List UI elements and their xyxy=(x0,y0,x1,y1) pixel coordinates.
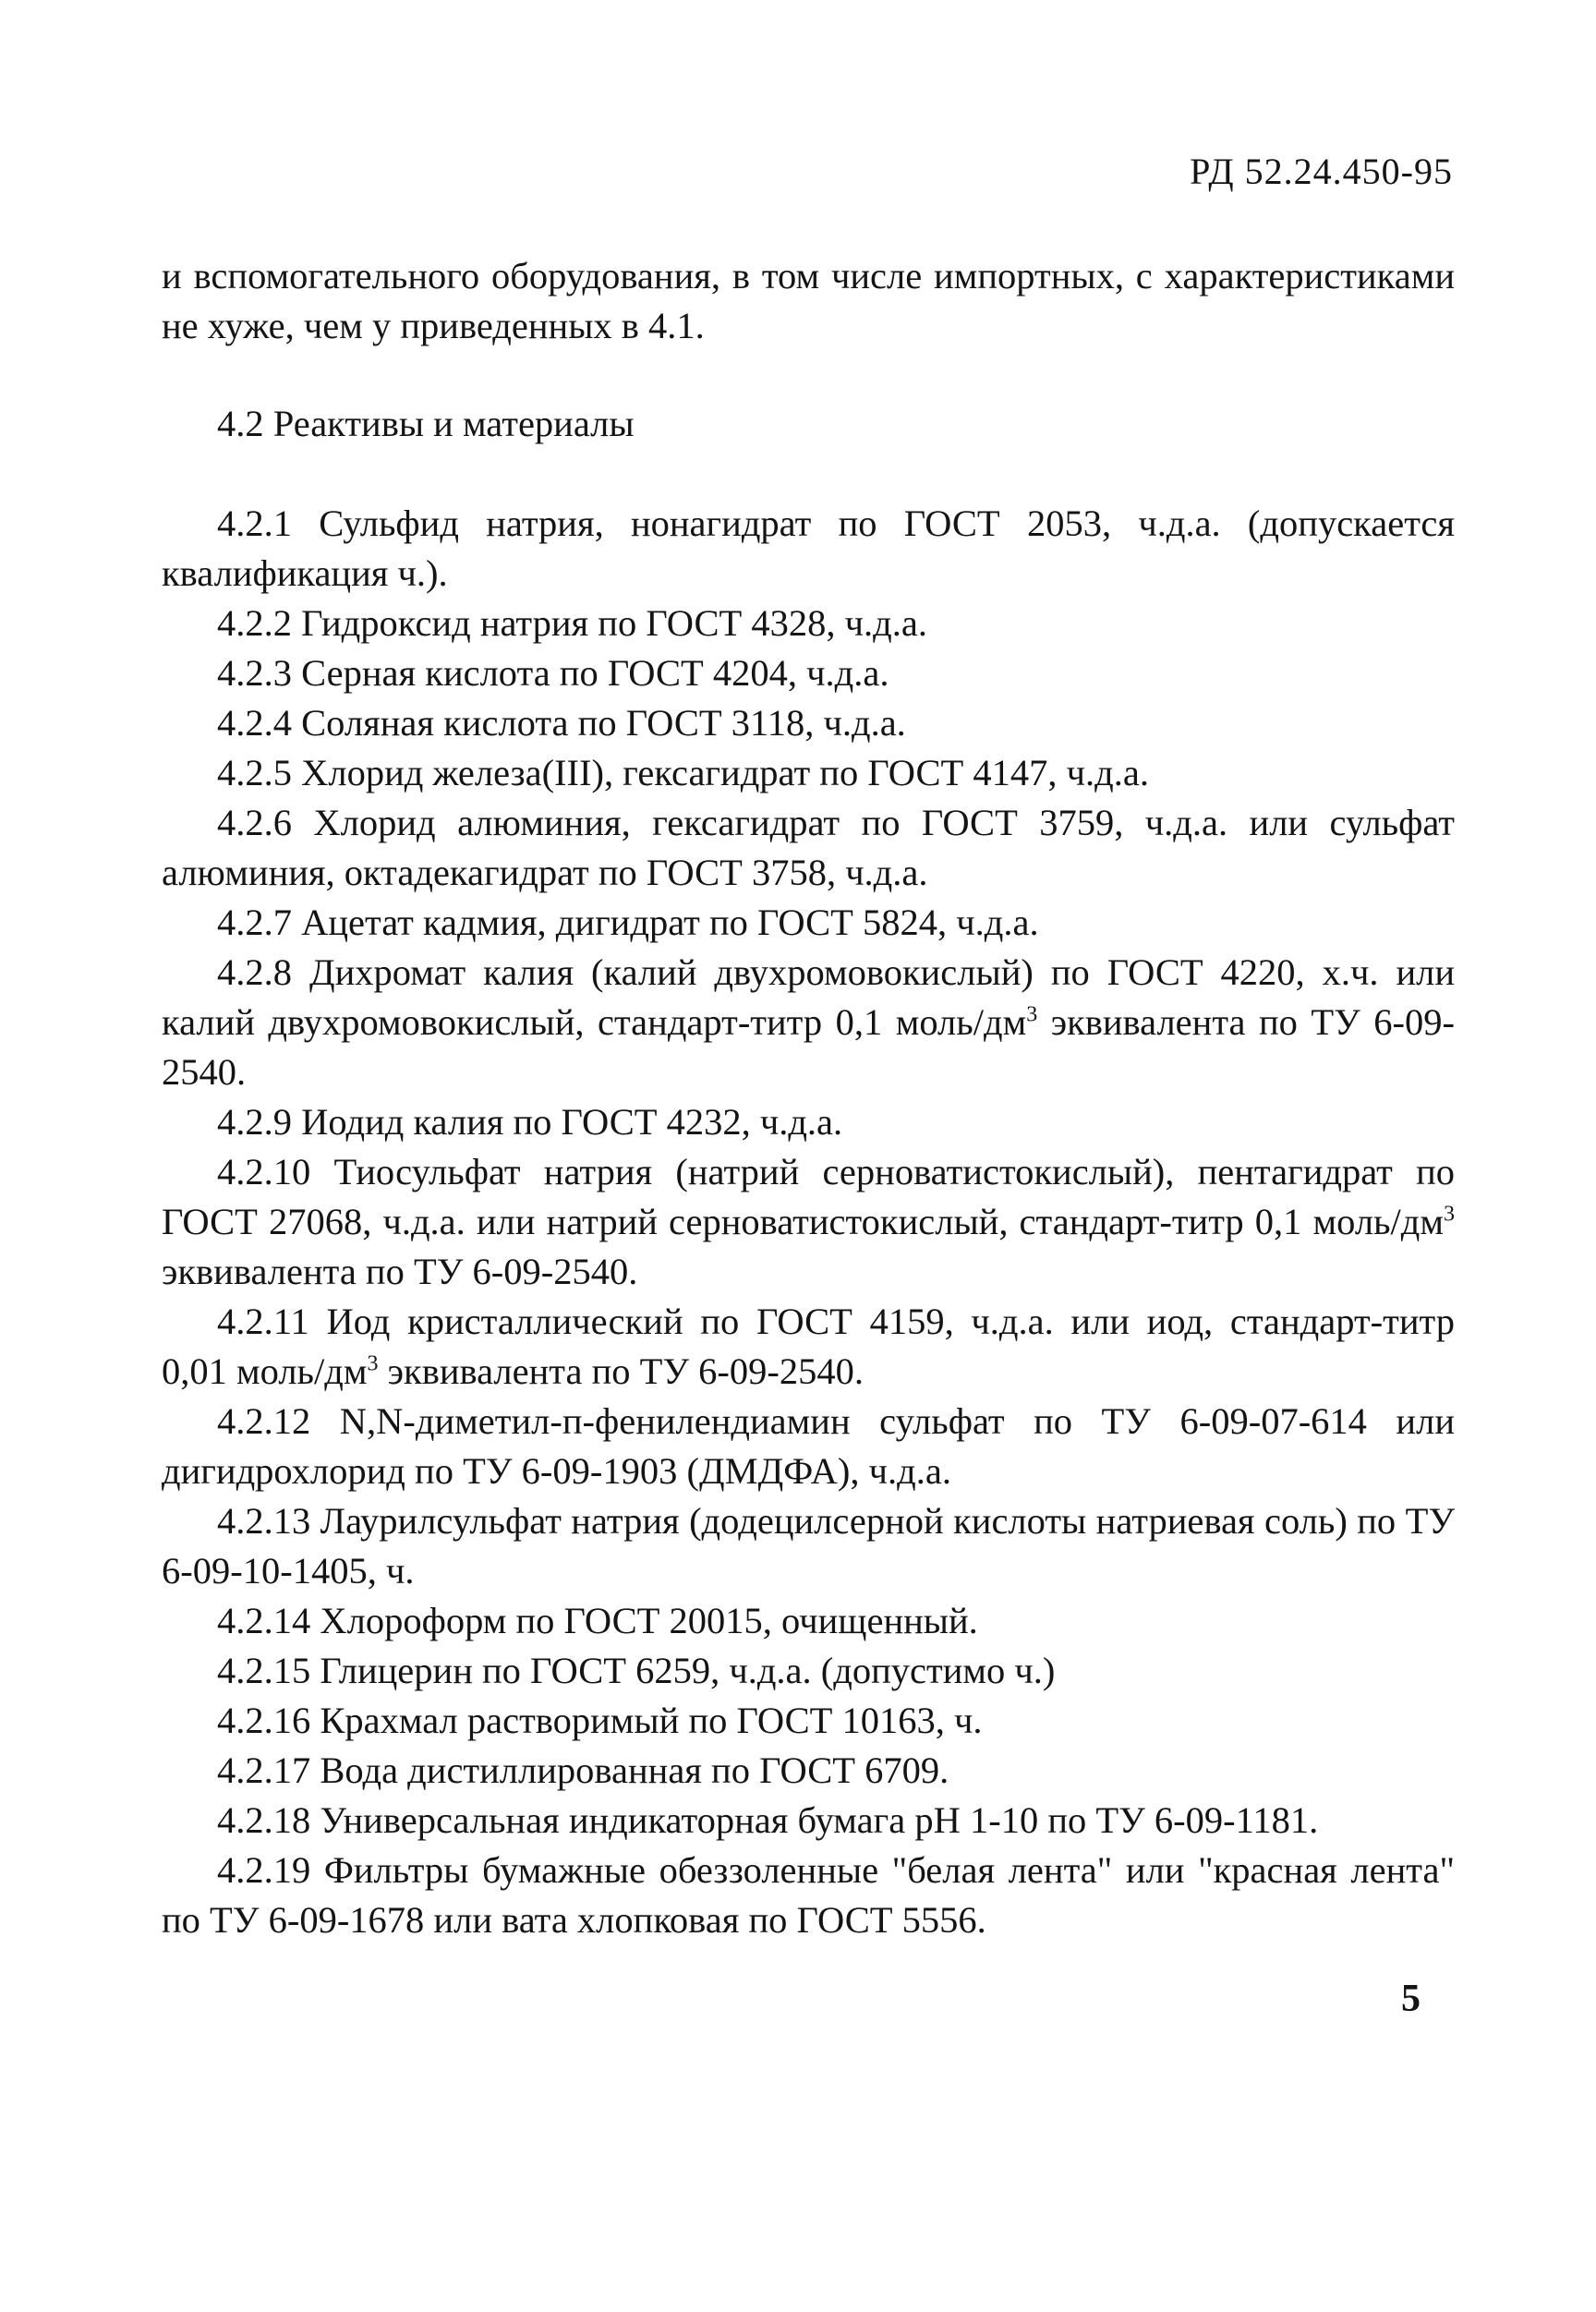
item-4-2-11 xyxy=(162,1297,1455,1397)
item-4-2-15: 4.2.15 Глицерин по ГОСТ 6259, ч.д.а. (допустимо ч.) xyxy=(217,1650,1056,1691)
item-4-2-3: 4.2.3 Серная кислота по ГОСТ 4204, ч.д.а. xyxy=(217,652,889,694)
item-text-after: эквивалента по ТУ 6-09-2540. xyxy=(162,1001,1455,1093)
item-4-2-4: 4.2.4 Соляная кислота по ГОСТ 3118, ч.д.а. xyxy=(217,702,906,744)
item-4-2-7: 4.2.7 Ацетат кадмия, дигидрат по ГОСТ 5824, ч.д.а. xyxy=(217,902,1039,943)
item-4-2-2: 4.2.2 Гидроксид натрия по ГОСТ 4328, ч.д.а. xyxy=(217,602,927,644)
item-4-2-19: 4.2.19 Фильтры бумажные обеззоленные "белая лента" или "красная лента" по ТУ 6-09-1678 или вата хлопковая по ГОСТ 5556. xyxy=(162,1849,1455,1941)
superscript: 3 xyxy=(367,1351,379,1376)
item-4-2-5: 4.2.5 Хлорид железа(III), гексагидрат по ГОСТ 4147, ч.д.а. xyxy=(217,752,1149,793)
item-text-after: эквивалента по ТУ 6-09-2540. xyxy=(162,1251,638,1292)
item-4-2-1: 4.2.1 Сульфид натрия, нонагидрат по ГОСТ 2053, ч.д.а. (допускается квалификация ч.). xyxy=(162,502,1455,594)
superscript: 3 xyxy=(1026,1002,1038,1027)
item-4-2-16: 4.2.16 Крахмал растворимый по ГОСТ 10163, ч. xyxy=(217,1700,983,1741)
page-content xyxy=(162,251,1455,1945)
document-code: РД 52.24.450-95 xyxy=(1190,151,1453,192)
section-heading: 4.2 Реактивы и материалы xyxy=(217,403,635,444)
item-4-2-13: 4.2.13 Лаурилсульфат натрия (додецилсерной кислоты натриевая соль) по ТУ 6-09-10-1405, ч. xyxy=(162,1500,1455,1592)
item-text-before: 4.2.8 Дихромат калия (калий двухромовокислый) по ГОСТ 4220, х.ч. или калий двухромовокислый, стандарт-титр 0,1 моль/дм xyxy=(162,951,1455,1043)
intro-paragraph: и вспомогательного оборудования, в том числе импортных, с характеристиками не хуже, чем у приведенных в 4.1. xyxy=(162,255,1455,346)
item-4-2-8 xyxy=(162,948,1455,1097)
item-4-2-17: 4.2.17 Вода дистиллированная по ГОСТ 6709. xyxy=(217,1749,949,1791)
item-4-2-18: 4.2.18 Универсальная индикаторная бумага рН 1-10 по ТУ 6-09-1181. xyxy=(217,1799,1319,1841)
item-text-before: 4.2.10 Тиосульфат натрия (натрий серноватистокислый), пентагидрат по ГОСТ 27068, ч.д.а. или натрий серноватистокислый, стандарт-титр 0,1 моль/дм xyxy=(162,1151,1455,1242)
item-4-2-12: 4.2.12 N,N-диметил-п-фенилендиамин сульфат по ТУ 6-09-07-614 или дигидрохлорид по ТУ 6-09-1903 (ДМДФА), ч.д.а. xyxy=(162,1400,1455,1492)
page-number: 5 xyxy=(1401,1978,1421,2020)
item-text-before: 4.2.11 Иод кристаллический по ГОСТ 4159, ч.д.а. или иод, стандарт-титр 0,01 моль/дм xyxy=(162,1301,1455,1392)
item-4-2-6: 4.2.6 Хлорид алюминия, гексагидрат по ГОСТ 3759, ч.д.а. или сульфат алюминия, октадекагидрат по ГОСТ 3758, ч.д.а. xyxy=(162,802,1455,893)
item-4-2-10 xyxy=(162,1147,1455,1297)
item-4-2-9: 4.2.9 Иодид калия по ГОСТ 4232, ч.д.а. xyxy=(217,1101,843,1143)
superscript: 3 xyxy=(1444,1202,1455,1227)
item-text-after: эквивалента по ТУ 6-09-2540. xyxy=(378,1350,864,1392)
item-4-2-14: 4.2.14 Хлороформ по ГОСТ 20015, очищенный. xyxy=(217,1600,978,1641)
